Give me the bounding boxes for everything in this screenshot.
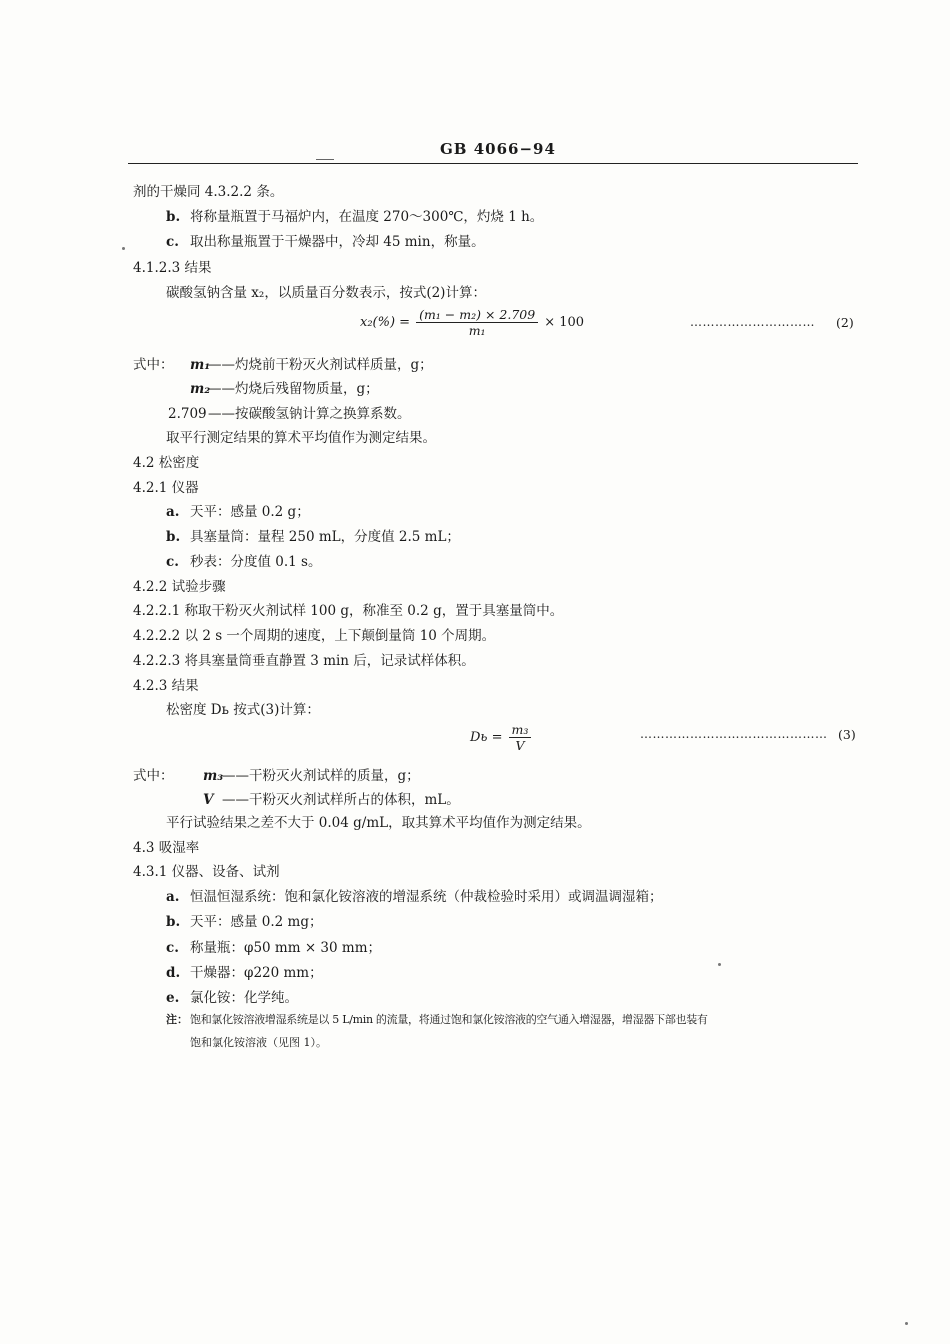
scan-speck bbox=[718, 963, 721, 966]
item-label: a. bbox=[166, 889, 180, 905]
formula-2-tail: × 100 bbox=[544, 315, 585, 330]
text-line: 天平：感量 0.2 mg； bbox=[190, 914, 323, 930]
symbol-definition: ——灼烧前干粉灭火剂试样质量，g； bbox=[208, 357, 433, 373]
item-label: c. bbox=[166, 554, 179, 570]
text-line: 将称量瓶置于马福炉内，在温度 270～300℃，灼烧 1 h。 bbox=[190, 209, 544, 225]
formula-3-denominator: V bbox=[515, 738, 525, 753]
formula-2-fraction bbox=[416, 307, 538, 338]
step-line: 4.2.2.1 称取干粉灭火剂试样 100 g，称准至 0.2 g，置于具塞量筒中。 bbox=[133, 603, 564, 619]
scan-speck bbox=[122, 247, 125, 250]
text-line: 称量瓶：φ50 mm × 30 mm； bbox=[190, 940, 381, 956]
section-heading: 4.2.2 试验步骤 bbox=[133, 579, 226, 595]
text-line: 剂的干燥同 4.3.2.2 条。 bbox=[133, 184, 284, 200]
section-heading: 4.3.1 仪器、设备、试剂 bbox=[133, 864, 280, 880]
item-label: e. bbox=[166, 990, 180, 1006]
text-line: 具塞量筒：量程 250 mL，分度值 2.5 mL； bbox=[190, 529, 460, 545]
item-label: a. bbox=[166, 504, 180, 520]
formula-2-numerator: (m₁ − m₂) × 2.709 bbox=[416, 307, 538, 323]
text-line: 恒温恒湿系统：饱和氯化铵溶液的增湿系统（仲裁检验时采用）或调温调湿箱； bbox=[190, 889, 663, 905]
formula-3-fraction bbox=[509, 722, 532, 753]
formula-3-leader: ……………………………………… bbox=[640, 727, 828, 741]
text-line: 碳酸氢钠含量 x₂，以质量百分数表示，按式(2)计算： bbox=[166, 285, 486, 301]
formula-3 bbox=[470, 722, 531, 753]
formula-3-numerator: m₃ bbox=[509, 722, 532, 738]
section-heading: 4.2.1 仪器 bbox=[133, 480, 199, 496]
note-line: 饱和氯化铵溶液增湿系统是以 5 L/min 的流量，将通过饱和氯化铵溶液的空气通入增湿器，增湿器下部也装有 bbox=[190, 1013, 708, 1026]
symbol: m₂ bbox=[190, 381, 211, 397]
item-label: c. bbox=[166, 940, 179, 956]
standard-code: GB 4066−94 bbox=[440, 140, 556, 158]
text-line: 取出称量瓶置于干燥器中，冷却 45 min，称量。 bbox=[190, 234, 485, 250]
formula-2 bbox=[360, 307, 584, 338]
section-heading: 4.1.2.3 结果 bbox=[133, 260, 212, 276]
header-rule bbox=[128, 163, 858, 164]
text-line: 天平：感量 0.2 g； bbox=[190, 504, 310, 520]
item-label: c. bbox=[166, 234, 179, 250]
symbol-definition: ——灼烧后残留物质量，g； bbox=[208, 381, 379, 397]
section-heading: 4.2 松密度 bbox=[133, 455, 200, 471]
formula-2-number: (2) bbox=[836, 315, 854, 330]
item-label: d. bbox=[166, 965, 181, 981]
formula-2-leader: ………………………… bbox=[690, 315, 815, 329]
section-heading: 4.3 吸湿率 bbox=[133, 840, 200, 856]
symbol: V bbox=[203, 792, 214, 808]
text-line: 平行试验结果之差不大于 0.04 g/mL，取其算术平均值作为测定结果。 bbox=[166, 815, 591, 831]
formula-2-lhs: x₂(%) = bbox=[360, 315, 411, 330]
where-label: 式中： bbox=[133, 357, 174, 373]
scan-speck bbox=[905, 1322, 908, 1325]
header-rule-mark bbox=[316, 159, 334, 160]
text-line: 松密度 Dь 按式(3)计算： bbox=[166, 702, 320, 718]
note-label: 注： bbox=[166, 1013, 188, 1026]
section-heading: 4.2.3 结果 bbox=[133, 678, 199, 694]
formula-2-denominator: m₁ bbox=[468, 323, 486, 338]
symbol: m₃ bbox=[203, 768, 224, 784]
text-line: 秒表：分度值 0.1 s。 bbox=[190, 554, 322, 570]
symbol-definition: ——干粉灭火剂试样所占的体积，mL。 bbox=[222, 792, 460, 808]
item-label: b. bbox=[166, 209, 181, 225]
where-label: 式中： bbox=[133, 768, 174, 784]
text-line: 氯化铵：化学纯。 bbox=[190, 990, 298, 1006]
formula-3-lhs: Dь = bbox=[470, 730, 503, 745]
item-label: b. bbox=[166, 914, 181, 930]
text-line: 干燥器：φ220 mm； bbox=[190, 965, 323, 981]
text-line: 取平行测定结果的算术平均值作为测定结果。 bbox=[166, 430, 436, 446]
symbol: 2.709 bbox=[168, 406, 207, 422]
step-line: 4.2.2.2 以 2 s 一个周期的速度，上下颠倒量筒 10 个周期。 bbox=[133, 628, 496, 644]
symbol-definition: ——干粉灭火剂试样的质量，g； bbox=[222, 768, 420, 784]
note-line: 饱和氯化铵溶液（见图 1）。 bbox=[190, 1036, 327, 1049]
item-label: b. bbox=[166, 529, 181, 545]
symbol: m₁ bbox=[190, 357, 211, 373]
symbol-definition: ——按碳酸氢钠计算之换算系数。 bbox=[208, 406, 411, 422]
step-line: 4.2.2.3 将具塞量筒垂直静置 3 min 后，记录试样体积。 bbox=[133, 653, 475, 669]
formula-3-number: (3) bbox=[838, 727, 856, 742]
